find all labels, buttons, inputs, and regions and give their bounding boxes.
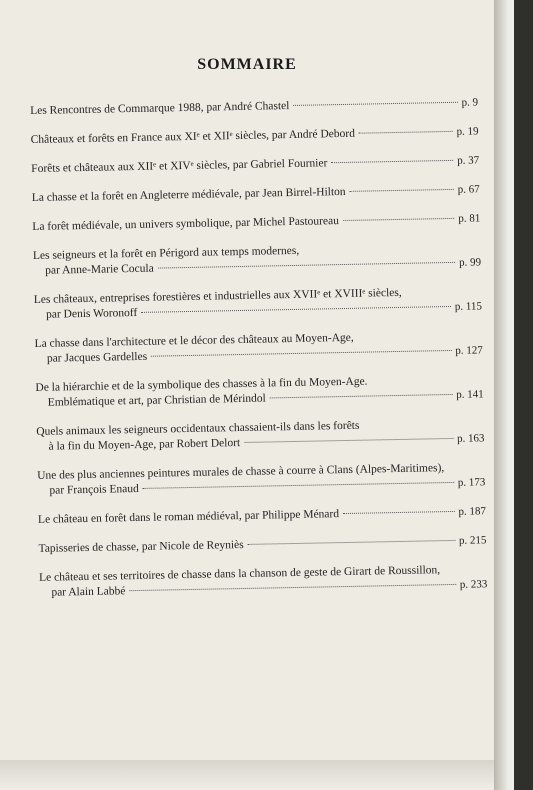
dot-leader	[151, 349, 451, 357]
dot-leader	[343, 217, 454, 221]
page-gutter	[494, 0, 514, 790]
toc-entry-title-line	[31, 153, 479, 177]
toc-entry	[32, 211, 480, 235]
page-number: p. 81	[458, 212, 481, 225]
page-number: p. 19	[456, 125, 479, 138]
page-bottom-edge	[0, 760, 494, 790]
toc-entry-text: Le château en forêt dans le roman médiéval, par Philippe Ménard	[37, 508, 340, 526]
toc-entry	[39, 562, 487, 601]
toc-entry-text: Une des plus anciennes peintures murales de chasse à courre à Clans (Alpes-Maritimes),	[37, 462, 445, 482]
dot-leader	[248, 539, 455, 545]
page-number: p. 67	[457, 183, 480, 196]
toc-entry	[32, 182, 480, 206]
dot-leader	[293, 101, 457, 106]
dot-leader	[350, 188, 454, 192]
toc-entry	[34, 284, 482, 323]
toc-entry-text: par Anne-Marie Cocula	[45, 262, 154, 277]
toc-entry-text: Les Rencontres de Commarque 1988, par André Chastel	[30, 100, 290, 117]
toc-entry	[37, 460, 485, 499]
dot-leader	[129, 583, 455, 591]
dot-leader	[244, 437, 453, 443]
table-of-contents	[30, 95, 488, 615]
toc-entry-text: par Denis Woronoff	[45, 306, 138, 321]
toc-entry-title-line	[30, 95, 478, 119]
toc-entry-text: par Jacques Gardelles	[46, 350, 148, 365]
toc-entry-text: La forêt médiévale, un univers symbolique, par Michel Pastoureau	[32, 215, 339, 233]
dot-leader	[359, 130, 453, 134]
toc-entry-text: La chasse et la forêt en Angleterre médiévale, par Jean Birrel-Hilton	[31, 185, 346, 204]
toc-entry-text: par François Enaud	[49, 482, 139, 497]
dot-leader	[270, 393, 452, 399]
dot-leader	[331, 159, 453, 163]
dot-leader	[343, 510, 454, 514]
toc-entry-title-line	[31, 124, 479, 148]
toc-entry-title-line	[38, 504, 486, 528]
toc-entry-text: Forêts et châteaux aux XIIᵉ et XIVᵉ siècles, par Gabriel Fournier	[31, 157, 328, 175]
page-number: p. 9	[461, 96, 479, 109]
toc-entry-text: à la fin du Moyen-Age, par Robert Delort	[48, 437, 241, 453]
toc-entry-text: par Alain Labbé	[51, 585, 126, 599]
toc-entry-text: La chasse dans l'architecture et le décor des châteaux au Moyen-Age,	[34, 331, 354, 350]
page-title: SOMMAIRE	[197, 56, 297, 73]
page-number: p. 233	[459, 578, 488, 591]
dot-leader	[158, 261, 455, 269]
toc-entry-text: Le château et ses territoires de chasse dans la chanson de geste de Girart de Roussillon,	[38, 564, 441, 584]
toc-entry-title-line	[32, 211, 480, 235]
toc-entry-title-line	[38, 533, 486, 557]
dot-leader	[141, 305, 451, 313]
toc-entry-text: De la hiérarchie et de la symbolique des chasses à la fin du Moyen-Age.	[35, 375, 368, 394]
toc-entry-text: Quels animaux les seigneurs occidentaux chassaient-ils dans les forêts	[36, 419, 360, 438]
dot-leader	[143, 481, 454, 489]
page-number: p. 187	[458, 505, 487, 518]
toc-entry	[34, 328, 482, 367]
page-number: p. 215	[458, 534, 487, 547]
toc-entry-text: Tapisseries de chasse, par Nicole de Reyniès	[38, 538, 244, 555]
page-number: p. 99	[459, 256, 482, 269]
page-number: p. 173	[457, 476, 486, 489]
toc-entry-text: Emblématique et art, par Christian de Mérindol	[47, 392, 266, 409]
toc-entry	[30, 95, 478, 119]
page-number: p. 127	[455, 344, 483, 357]
page-number: p. 163	[456, 432, 485, 445]
toc-entry-text: Les châteaux, entreprises forestières et industrielles aux XVIIᵉ et XVIIIᵉ siècles,	[33, 286, 402, 306]
toc-entry	[38, 504, 486, 528]
toc-entry	[38, 533, 486, 557]
toc-entry	[36, 416, 484, 455]
page-number: p. 141	[456, 388, 484, 401]
page-number: p. 37	[457, 154, 480, 167]
toc-entry	[31, 124, 479, 148]
toc-entry-title-line	[32, 182, 480, 206]
toc-entry	[33, 240, 481, 279]
toc-entry-text: Châteaux et forêts en France aux XIᵉ et XIIᵉ siècles, par André Debord	[30, 127, 356, 146]
page-number: p. 115	[454, 300, 483, 313]
toc-entry	[31, 153, 479, 177]
toc-entry	[35, 372, 483, 411]
toc-entry-text: Les seigneurs et la forêt en Périgord aux temps modernes,	[32, 244, 300, 262]
